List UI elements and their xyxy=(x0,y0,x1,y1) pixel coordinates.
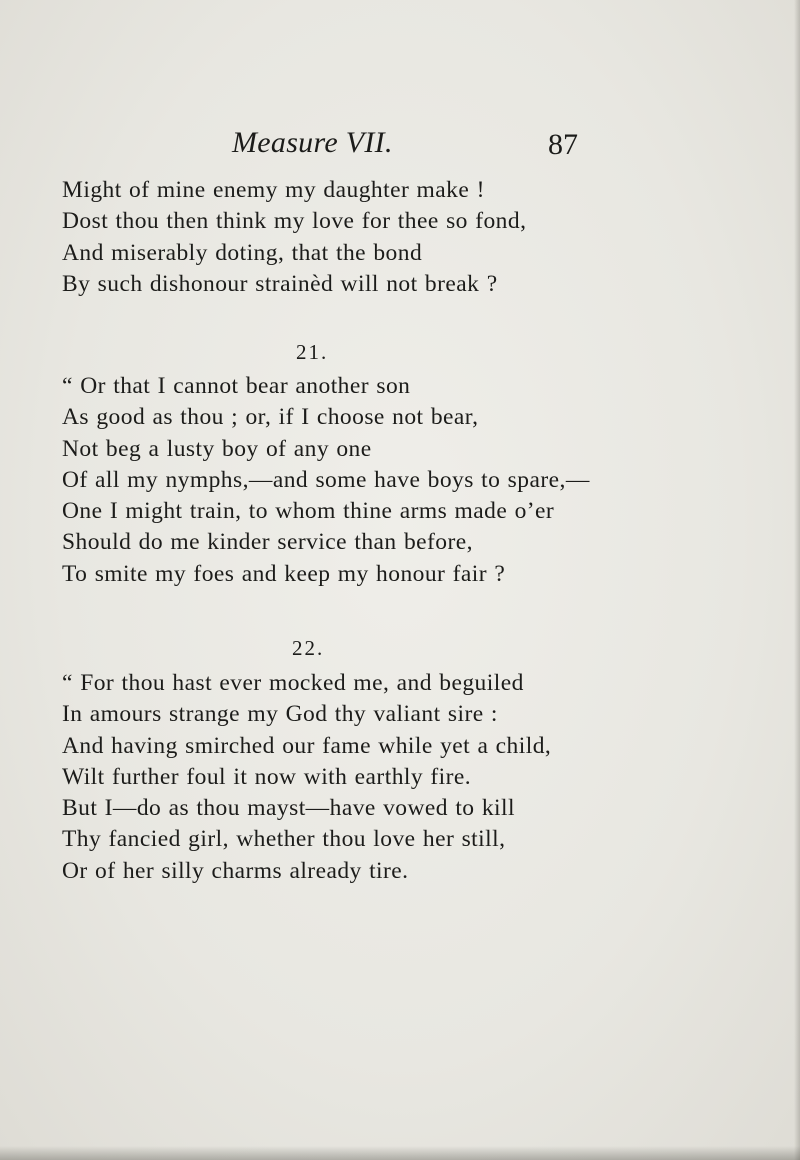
verse-line: “ Or that I cannot bear another son xyxy=(62,373,411,399)
verse-line: Or of her silly charms already tire. xyxy=(62,857,409,884)
page-number: 87 xyxy=(548,128,578,161)
verse-line: One I might train, to whom thine arms made o’er xyxy=(62,498,555,525)
stanza-continued xyxy=(62,175,526,300)
verse-line: Of all my nymphs,—and some have boys to spare,— xyxy=(62,466,590,493)
verse-line: Should do me kinder service than before, xyxy=(62,529,473,556)
verse-line: And miserably doting, that the bond xyxy=(62,239,423,266)
stanza-22 xyxy=(62,668,551,887)
verse-line: And having smirched our fame while yet a child, xyxy=(62,732,552,759)
running-title: Measure VII. xyxy=(232,126,393,159)
running-header xyxy=(0,126,800,166)
verse-line: Not beg a lusty boy of any one xyxy=(62,435,372,462)
verse-line: In amours strange my God thy valiant sire : xyxy=(62,701,498,728)
verse-line: By such dishonour strainèd will not break ? xyxy=(62,270,498,297)
verse-line: “ For thou hast ever mocked me, and beguiled xyxy=(62,670,524,696)
page-bottom-shadow xyxy=(0,1146,800,1160)
stanza-number: 22. xyxy=(292,636,325,660)
verse-line: To smite my foes and keep my honour fair ? xyxy=(62,560,506,587)
stanza-21 xyxy=(62,371,590,590)
verse-line: Dost thou then think my love for thee so fond, xyxy=(62,208,527,235)
verse-line: As good as thou ; or, if I choose not bear, xyxy=(62,404,479,431)
verse-line: Wilt further foul it now with earthly fire. xyxy=(62,763,472,790)
verse-line: Thy fancied girl, whether thou love her still, xyxy=(62,826,506,853)
verse-line: But I—do as thou mayst—have vowed to kill xyxy=(62,795,515,822)
stanza-number: 21. xyxy=(296,340,329,364)
verse-line: Might of mine enemy my daughter make ! xyxy=(62,177,485,203)
page-edge-shadow xyxy=(794,0,800,1160)
